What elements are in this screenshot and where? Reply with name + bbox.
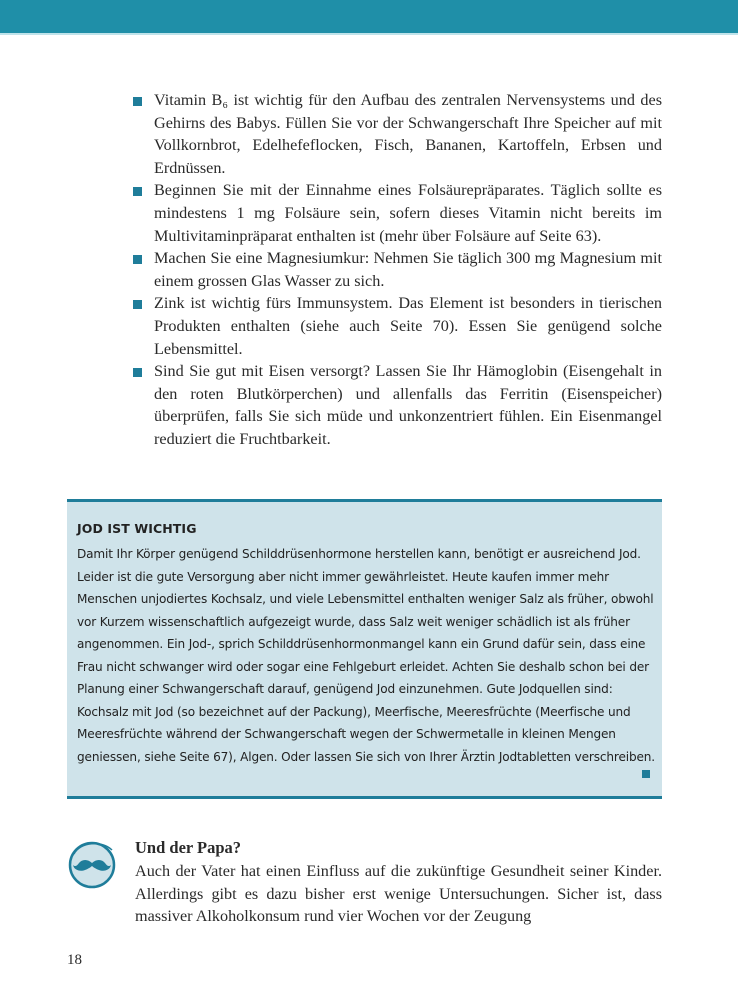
bullet-text: Beginnen Sie mit der Einnahme eines Folsäurepräparates. Täglich sollte es mindestens 1 mg Folsäure sein, sofern dieses Vitamin nicht bereits im Multivitaminpräparat enthalten ist (mehr über Folsäure auf Seite 63).	[154, 181, 662, 245]
bullet-text: Zink ist wichtig fürs Immunsystem. Das Element ist besonders in tierischen Produkten enthalten (siehe auch Seite 70). Essen Sie genügend solche Lebensmittel.	[154, 294, 662, 358]
end-square-icon	[642, 770, 650, 778]
bullet-square-icon	[133, 368, 142, 377]
bullet-text: Sind Sie gut mit Eisen versorgt? Lassen Sie Ihr Hämoglobin (Eisengehalt in den roten Blutkörperchen) und allenfalls das Ferritin (Eisenspeicher) überprüfen, falls Sie sich müde und unkonzentriert fühlen. Ein Eisenmangel reduziert die Fruchtbarkeit.	[154, 362, 662, 448]
header-bar	[0, 0, 738, 35]
bullet-square-icon	[133, 300, 142, 309]
bullet-item	[154, 89, 662, 179]
papa-section-title: Und der Papa?	[135, 838, 242, 857]
page-number: 18	[67, 952, 82, 968]
mustache-icon	[66, 838, 118, 890]
bullet-item	[154, 179, 662, 247]
bullet-square-icon	[133, 187, 142, 196]
bullet-item	[154, 360, 662, 450]
bullet-list	[154, 89, 662, 451]
info-box-title: JOD IST WICHTIG	[77, 521, 197, 536]
info-box-text: Damit Ihr Körper genügend Schilddrüsenhormone herstellen kann, benötigt er ausreichend Jod. Leider ist die gute Versorgung aber nicht immer gewährleistet. Heute kaufen immer mehr Menschen unjodiertes Kochsalz, und viele Lebensmittel enthalten weniger Salz als früher, obwohl vor Kurzem wissenschaftlich aufgezeigt wurde, dass Salz weit weniger schädlich ist als früher angenommen. Ein Jod-, sprich Schilddrüsenhormonmangel kann ein Grund dafür sein, dass eine Frau nicht schwanger wird oder sogar eine Fehlgeburt erleidet. Achten Sie deshalb schon bei der Planung einer Schwangerschaft darauf, genügend Jod einzunehmen. Gute Jodquellen sind: Kochsalz mit Jod (so bezeichnet auf der Packung), Meerfische, Meeresfrüchte (Meerfische und Meeresfrüchte während der Schwangerschaft wegen der Schwermetalle in kleinen Mengen geniessen, siehe Seite 67), Algen. Oder lassen Sie sich von Ihrer Ärztin Jodtabletten verschreiben.	[77, 547, 655, 764]
bullet-square-icon	[133, 255, 142, 264]
bullet-square-icon	[133, 97, 142, 106]
bullet-text: Vitamin B₆ ist wichtig für den Aufbau des zentralen Nervensystems und des Gehirns des Babys. Füllen Sie vor der Schwangerschaft Ihre Speicher auf mit Vollkornbrot, Edelhefeflocken, Fisch, Bananen, Kartoffeln, Erbsen und Erdnüssen.	[154, 91, 662, 177]
info-box	[67, 499, 662, 799]
papa-section-text: Auch der Vater hat einen Einfluss auf die zukünftige Gesundheit seiner Kinder. Allerdings gibt es dazu bisher erst wenige Untersuchungen. Sicher ist, dass massiver Alkoholkonsum rund vier Wochen vor der Zeugung	[135, 862, 662, 926]
bullet-item	[154, 292, 662, 360]
bullet-item	[154, 247, 662, 292]
bullet-text: Machen Sie eine Magnesiumkur: Nehmen Sie täglich 300 mg Magnesium mit einem grossen Glas Wasser zu sich.	[154, 249, 662, 290]
